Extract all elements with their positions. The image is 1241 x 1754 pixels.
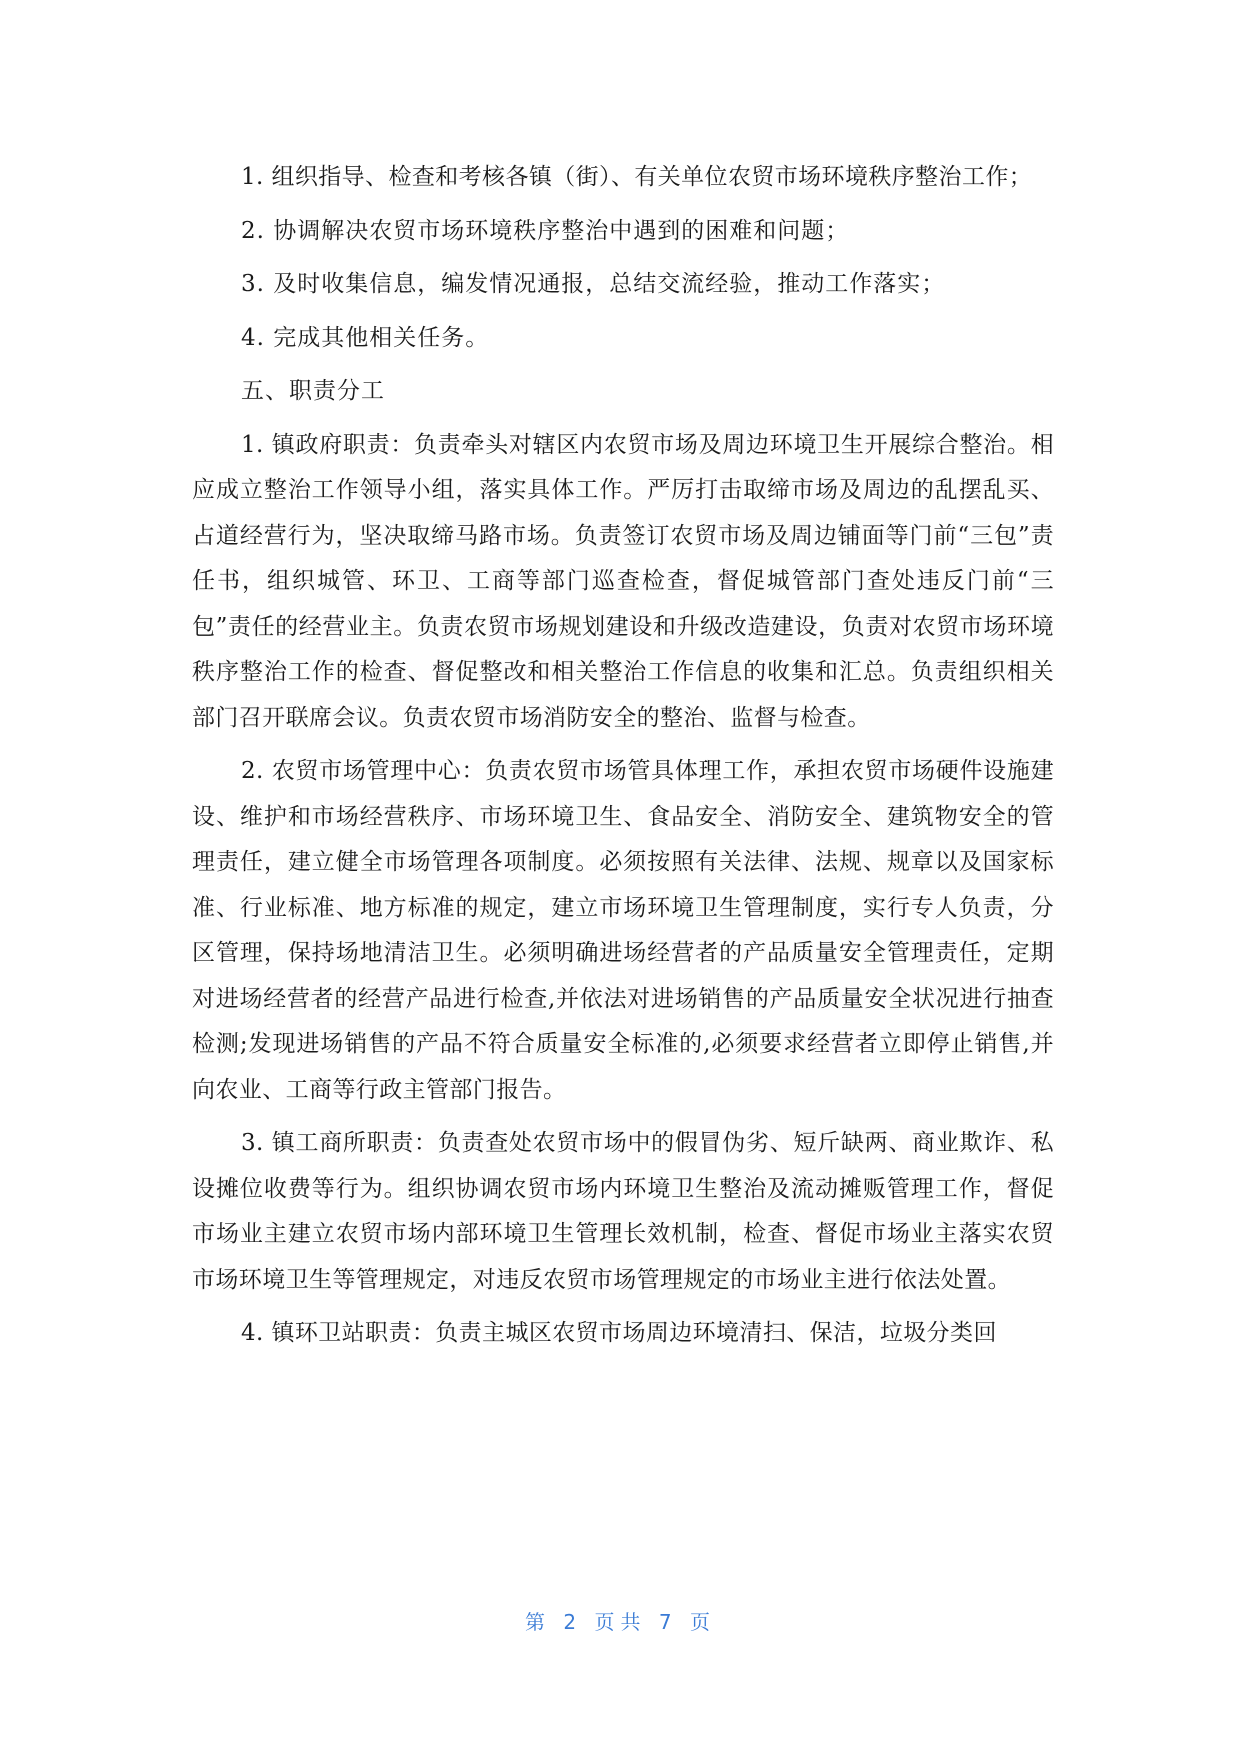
paragraph-task-2: 2. 协调解决农贸市场环境秩序整治中遇到的困难和问题； — [241, 217, 850, 244]
paragraph-task-1: 1. 组织指导、检查和考核各镇（街）、有关单位农贸市场环境秩序整治工作； — [241, 164, 1033, 190]
footer-total-pages: 7 — [658, 1610, 678, 1634]
paragraph-town-government: 1. 镇政府职责：负责牵头对辖区内农贸市场及周边环境卫生开展综合整治。相应成立整治工作领导小组，落实具体工作。严厉打击取缔市场及周边的乱摆乱买、占道经营行为，坚决取缔马路市场。负责签订农贸市场及周边铺面等门前“三包”责任书，组织城管、环卫、工商等部门巡查检查，督促城管部门查处违反门前“三包”责任的经营业主。负责农贸市场规划建设和升级改造建设，负责对农贸市场环境秩序整治工作的检查、督促整改和相关整治工作信息的收集和汇总。负责组织相关部门召开联席会议。负责农贸市场消防安全的整治、监督与检查。 — [192, 431, 1054, 731]
footer-suffix: 页 — [689, 1610, 716, 1634]
paragraph-sanitation-station: 4. 镇环卫站职责：负责主城区农贸市场周边环境清扫、保洁，垃圾分类回 — [241, 1320, 997, 1346]
document-body — [192, 155, 1054, 1365]
paragraph-commerce-office: 3. 镇工商所职责：负责查处农贸市场中的假冒伪劣、短斤缺两、商业欺诈、私设摊位收费等行为。组织协调农贸市场内环境卫生整治及流动摊贩管理工作，督促市场业主建立农贸市场内部环境卫生管理长效机制，检查、督促市场业主落实农贸市场环境卫生等管理规定，对违反农贸市场管理规定的市场业主进行依法处置。 — [192, 1130, 1054, 1293]
footer-prefix: 第 — [525, 1610, 552, 1634]
footer-middle: 页共 — [594, 1610, 647, 1634]
paragraph-task-3: 3. 及时收集信息，编发情况通报，总结交流经验，推动工作落实； — [241, 271, 946, 297]
paragraph-task-4: 4. 完成其他相关任务。 — [241, 324, 490, 351]
page-footer — [0, 1606, 1241, 1635]
section-heading-duties: 五、职责分工 — [241, 378, 385, 404]
footer-current-page: 2 — [563, 1610, 583, 1634]
paragraph-market-center: 2. 农贸市场管理中心：负责农贸市场管具体理工作，承担农贸市场硬件设施建设、维护和市场经营秩序、市场环境卫生、食品安全、消防安全、建筑物安全的管理责任，建立健全市场管理各项制度。必须按照有关法律、法规、规章以及国家标准、行业标准、地方标准的规定，建立市场环境卫生管理制度，实行专人负责，分区管理，保持场地清洁卫生。必须明确进场经营者的产品质量安全管理责任，定期对进场经营者的经营产品进行检查,并依法对进场销售的产品质量安全状况进行抽查检测;发现进场销售的产品不符合质量安全标准的,必须要求经营者立即停止销售,并向农业、工商等行政主管部门报告。 — [192, 758, 1054, 1103]
